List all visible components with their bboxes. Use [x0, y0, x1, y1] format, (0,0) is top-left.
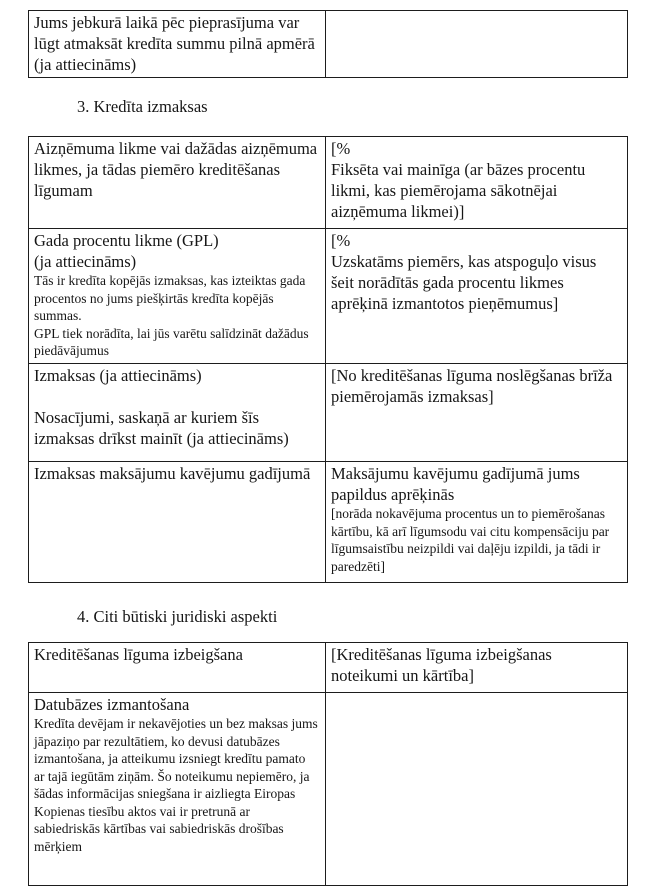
- cell-fine-print: [norāda nokavējuma procentus un to piemērošanas kārtību, kā arī līgumsodu vai citu kompensāciju par līgumsaistību neizpildi vai daļēju izpildi, ja tādi ir paredzēti]: [331, 506, 610, 574]
- table-row: [29, 462, 628, 583]
- cell-text: Maksājumu kavējumu gadījumā jums papildus aprēķinās: [331, 464, 580, 504]
- cell-text: Nosacījumi, saskaņā ar kuriem šīs izmaksas drīkst mainīt (ja attiecināms): [34, 408, 289, 448]
- table-row: [29, 643, 628, 693]
- cell-text: [No kreditēšanas līguma noslēgšanas brīža piemērojamās izmaksas]: [331, 366, 613, 406]
- legal-aspects-table: [28, 642, 628, 886]
- cell-text: Gada procentu likme (GPL): [34, 231, 219, 250]
- late-payment-costs-value-cell: [326, 462, 628, 583]
- table-row: [29, 693, 628, 886]
- cell-text: Fiksēta vai mainīga (ar bāzes procentu likmi, kas piemērojama sākotnējai aizņēmuma likmei)]: [331, 160, 586, 221]
- database-use-value-cell: [326, 693, 628, 886]
- termination-value-cell: [326, 643, 628, 693]
- cell-text: Uzskatāms piemērs, kas atspoguļo visus šeit norādītās gada procentu likmes aprēķinā izmantotos pieņēmumus]: [331, 252, 597, 313]
- repayment-request-label-cell: [29, 11, 326, 78]
- apr-value-cell: [326, 229, 628, 364]
- costs-label-cell: [29, 364, 326, 462]
- cell-text: [%: [331, 139, 351, 158]
- termination-label-cell: [29, 643, 326, 693]
- cell-text: (ja attiecināms): [34, 252, 137, 271]
- database-use-label-cell: [29, 693, 326, 886]
- cell-text: Datubāzes izmantošana: [34, 695, 190, 714]
- cell-fine-print: GPL tiek norādīta, lai jūs varētu salīdzināt dažādus piedāvājumus: [34, 325, 309, 358]
- late-payment-costs-label-cell: [29, 462, 326, 583]
- borrowing-rate-label-cell: [29, 137, 326, 229]
- borrowing-rate-value-cell: [326, 137, 628, 229]
- table-row: [29, 364, 628, 462]
- section-4-heading: 4. Citi būtiski juridiski aspekti: [77, 607, 278, 626]
- apr-label-cell: [29, 229, 326, 364]
- table-row: [29, 137, 628, 229]
- repayment-request-table: [28, 10, 628, 78]
- cell-text: [%: [331, 231, 351, 250]
- repayment-request-value-cell: [326, 11, 628, 78]
- section-3-heading: 3. Kredīta izmaksas: [77, 97, 208, 116]
- table-row: [29, 11, 628, 78]
- cell-text: Aizņēmuma likme vai dažādas aizņēmuma likmes, ja tādas piemēro kreditēšanas līgumam: [34, 139, 318, 200]
- cell-text: Kreditēšanas līguma izbeigšana: [34, 645, 243, 664]
- cell-text: Jums jebkurā laikā pēc pieprasījuma var lūgt atmaksāt kredīta summu pilnā apmērā (ja attiecināms): [34, 13, 315, 74]
- cell-text: Izmaksas (ja attiecināms): [34, 366, 202, 385]
- cell-fine-print: Tās ir kredīta kopējās izmaksas, kas izteiktas gada procentos no jums piešķirtās kredīta kopējās summas.: [34, 273, 306, 323]
- costs-value-cell: [326, 364, 628, 462]
- table-row: [29, 229, 628, 364]
- cell-text: [Kreditēšanas līguma izbeigšanas noteikumi un kārtība]: [331, 645, 552, 685]
- cell-text: Izmaksas maksājumu kavējumu gadījumā: [34, 464, 311, 483]
- credit-costs-table: [28, 136, 628, 583]
- cell-fine-print: Kredīta devējam ir nekavējoties un bez maksas jums jāpaziņo par rezultātiem, ko devusi datubāzes izmantošana, ja atteikumu izsniegt kredītu pamato ar tajā iegūtām ziņām. Šo noteikumu nepiemēro, ja šādas informācijas sniegšana ir aizliegta Eiropas Kopienas tiesību aktos vai ir pretrunā ar sabiedriskās kārtības vai sabiedriskās drošības mērķiem: [34, 716, 318, 854]
